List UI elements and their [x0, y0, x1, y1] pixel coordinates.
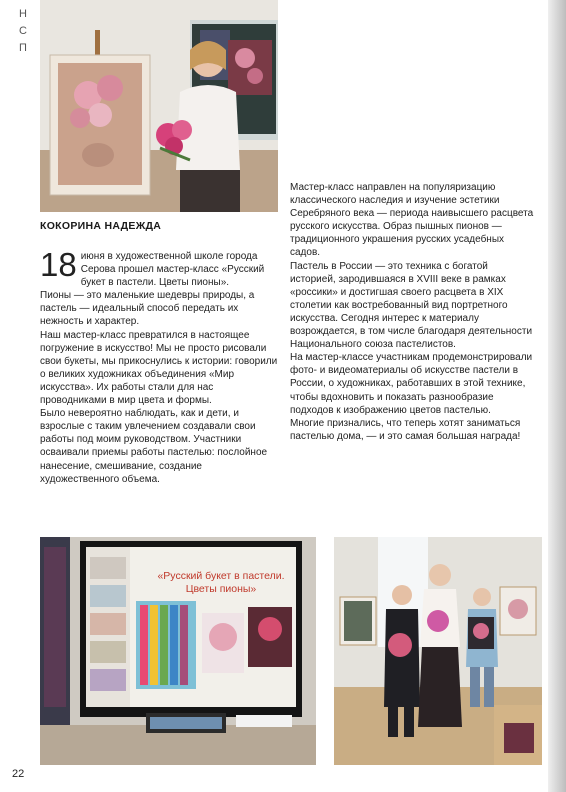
participants-photo: [334, 537, 542, 765]
section-mark: [16, 6, 30, 57]
article-paragraph: [40, 246, 282, 289]
article-paragraph: Пастель в России — это техника с богатой историей, зародившаяся в XVIII веке в рамках «россики» и достигшая своего расцвета в XIX столетии как востребованный вид портретного искусства. Сегодня интерес к материалу возрождается, в том числе благодаря деятельности Национального союза пастелистов.: [290, 260, 533, 351]
article-paragraph-text: июня в художественной школе города Серова прошел мастер-класс «Русский букет в пастели. Цветы пионы».: [80, 251, 265, 289]
page-number: 22: [12, 768, 25, 780]
author-name: КОКОРИНА НАДЕЖДА: [40, 220, 162, 232]
article-paragraph: Было невероятно наблюдать, как и дети, и взрослые с таким увлечением создавали свои работы под моим руководством. Участники осваивали приемы работы пастелью: послойное нанесение, смешивание, создание художественного объема.: [40, 408, 268, 485]
article-left-column: [40, 246, 282, 486]
page-edge-shadow: [548, 0, 566, 792]
section-mark-letter: Н: [19, 8, 27, 20]
article-paragraph: Мастер-класс направлен на популяризацию классического наследия и изучение эстетики Серебряного века — периода наивысшего расцвета русского искусства. Образ пышных пионов — традиционного украшения русских усадебных садов.: [290, 182, 534, 259]
article-paragraph: Многие признались, что теперь хотят заниматься пастелью дома, — и это самая большая награда!: [290, 417, 521, 442]
section-mark-letter: П: [19, 42, 27, 54]
section-mark-letter: С: [19, 25, 27, 37]
article-right-column: [290, 181, 534, 443]
article-paragraph: Наш мастер-класс превратился в настоящее погружение в искусство! Мы не просто рисовали свои букеты, мы прикоснулись к истории: говорили о великих художниках объединения «Мир искусства». Их работы стали для нас проводниками в мир цвета и формы.: [40, 329, 278, 407]
slide-title: «Русский букет в пастели. Цветы пионы»: [157, 570, 285, 595]
article-paragraph: Пионы — это маленькие шедевры природы, а пастель — идеальный способ передать их нежность и характер.: [40, 290, 255, 328]
author-photo: [40, 0, 278, 212]
article-paragraph: На мастер-классе участникам продемонстрировали фото- и видеоматериалы об искусстве пастели в России, о художниках, работавших в этой технике, чтобы вдохновить и показать разнообразие подходов к изображению цветов пастелью.: [290, 352, 533, 416]
dropcap-number: 18: [40, 246, 77, 283]
